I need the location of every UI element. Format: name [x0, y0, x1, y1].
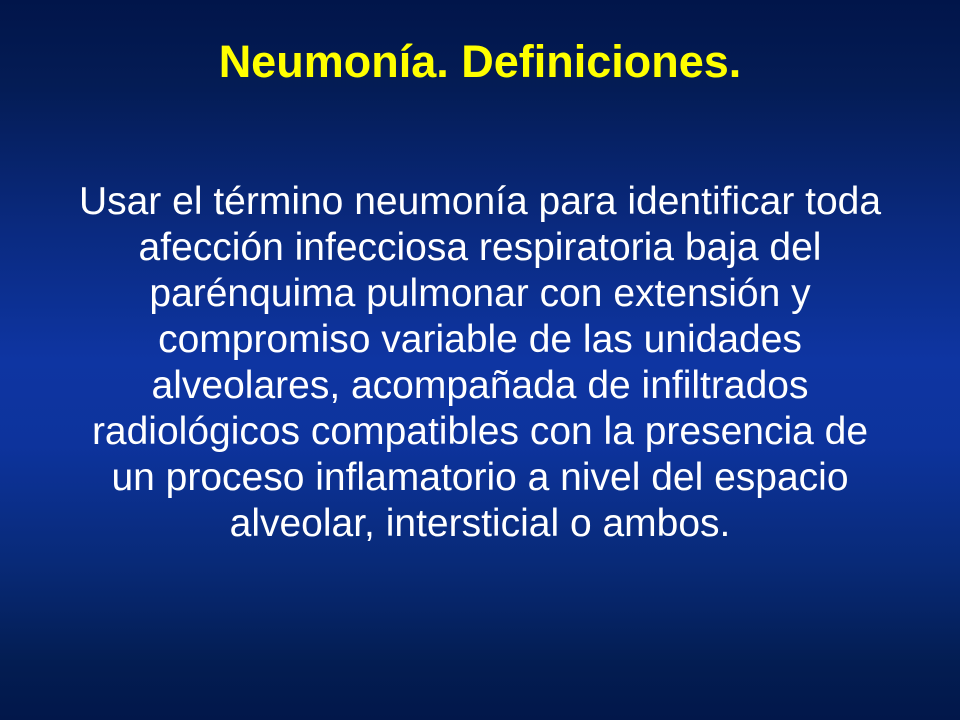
slide-body-text [20, 179, 940, 547]
body-line: compromiso variable de las unidades [158, 318, 802, 361]
slide-title: Neumonía. Definiciones. [218, 36, 742, 87]
body-line: alveolar, intersticial o ambos. [229, 502, 731, 545]
body-line: Usar el término neumonía para identificar toda [78, 180, 882, 223]
body-line: radiológicos compatibles con la presencia de [91, 410, 869, 453]
body-line: un proceso inflamatorio a nivel del espacio [111, 456, 849, 499]
body-line: alveolares, acompañada de infiltrados [151, 364, 809, 407]
body-line: afección infecciosa respiratoria baja del [138, 226, 822, 269]
body-line: parénquima pulmonar con extensión y [149, 272, 811, 315]
